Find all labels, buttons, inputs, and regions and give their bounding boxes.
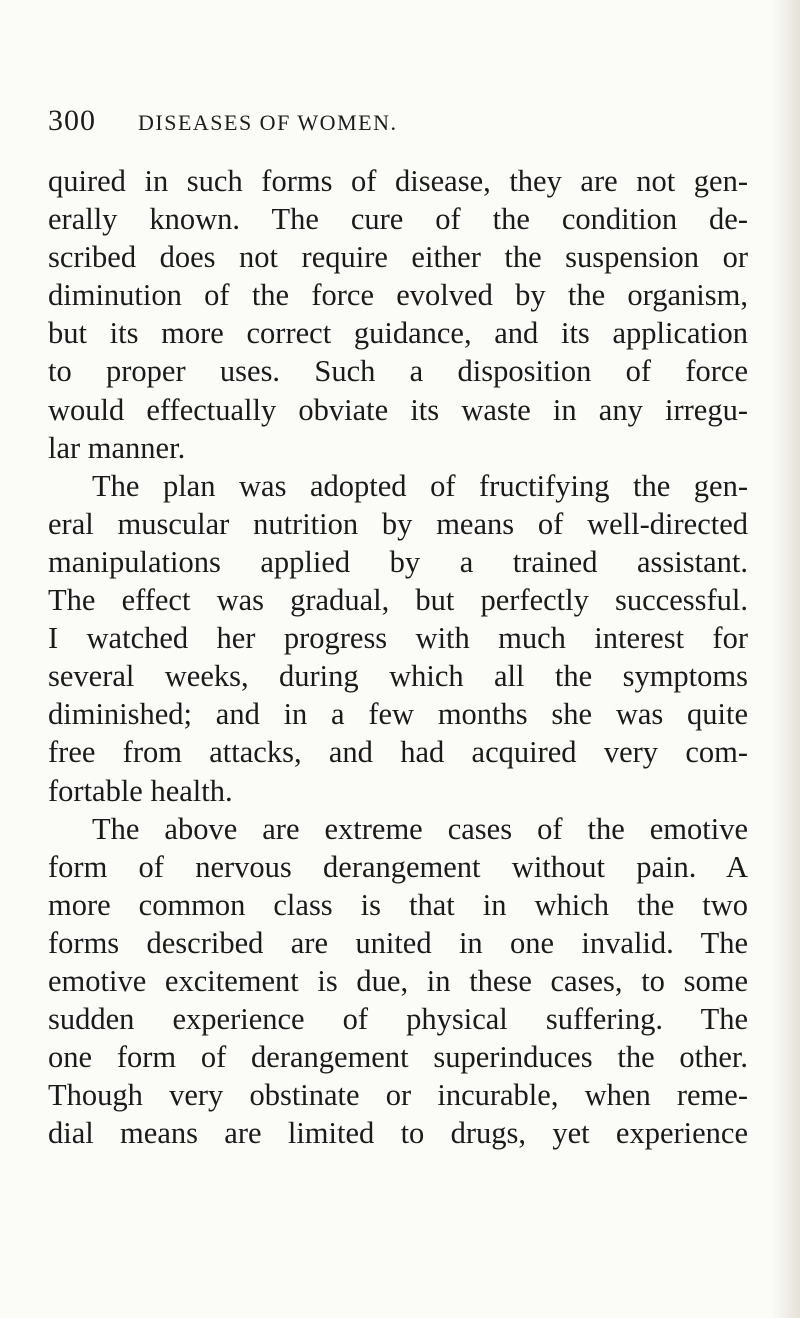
text-line: eral muscular nutrition by means of well-directed [48,506,748,541]
text-line: lar manner. [48,430,186,465]
text-line: but its more correct guidance, and its application [48,316,748,351]
text-line: Though very obstinate or incurable, when reme- [48,1078,748,1113]
text-line: forms described are united in one invalid. The [48,925,748,960]
text-line: The effect was gradual, but perfectly successful. [48,583,748,618]
text-line: one form of derangement superinduces the other. [48,1040,748,1075]
text-line: I watched her progress with much interest for [48,621,748,656]
page-header [48,104,748,148]
text-line: dial means are limited to drugs, yet experience [48,1116,748,1151]
running-title: DISEASES OF WOMEN. [138,110,398,135]
text-line: would effectually obviate its waste in any irregu- [48,392,748,427]
text-line: several weeks, during which all the symptoms [48,659,748,694]
text-line: erally known. The cure of the condition de- [48,202,748,237]
text-line: scribed does not require either the suspension or [48,240,748,275]
text-line: to proper uses. Such a disposition of force [48,354,748,389]
text-line: The above are extreme cases of the emotive [92,811,748,846]
text-line: form of nervous derangement without pain. A [48,849,748,884]
text-line: diminution of the force evolved by the organism, [48,278,748,313]
text-line: free from attacks, and had acquired very com- [48,735,748,770]
text-line: sudden experience of physical suffering. The [48,1002,748,1037]
text-line: quired in such forms of disease, they are not gen- [48,164,748,198]
body-text [48,162,748,1152]
text-line: emotive excitement is due, in these cases, to some [48,963,748,998]
page-number: 300 [48,104,96,137]
text-line: fortable health. [48,773,233,808]
text-line: The plan was adopted of fructifying the gen- [92,468,748,503]
text-line: more common class is that in which the two [48,887,748,922]
text-line: diminished; and in a few months she was quite [48,697,748,732]
text-line: manipulations applied by a trained assistant. [48,544,748,579]
page-edge-shadow [772,0,800,1318]
